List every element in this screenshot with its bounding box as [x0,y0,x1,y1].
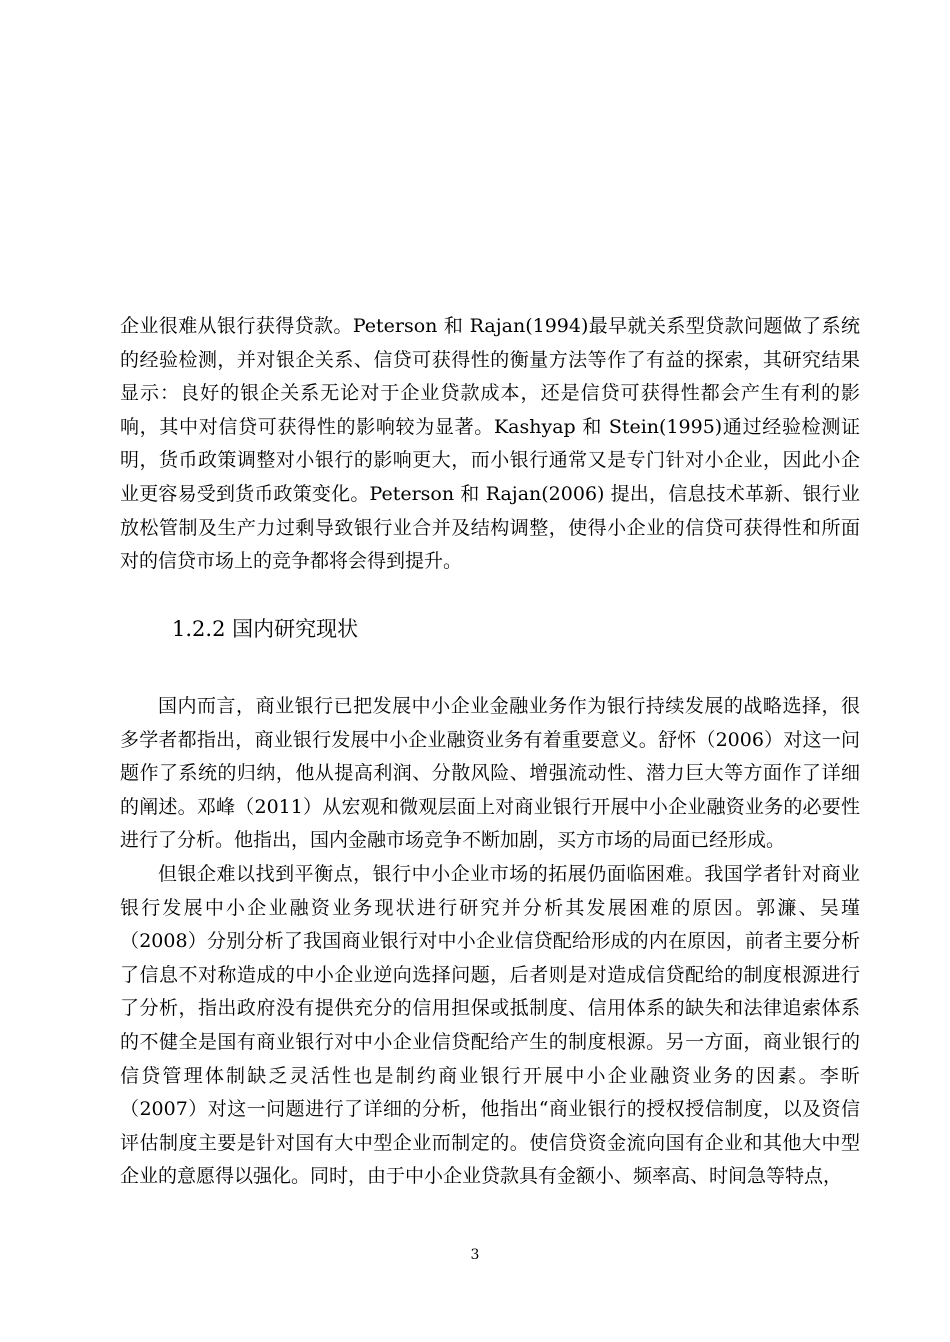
page-number: 3 [470,1247,480,1263]
body-paragraph: 国内而言，商业银行已把发展中小企业金融业务作为银行持续发展的战略选择，很多学者都指出，商业银行发展中小企业融资业务有着重要意义。舒怀（2006）对这一问题作了系统的归纳，他从提高利润、分散风险、增强流动性、潜力巨大等方面作了详细的阐述。邓峰（2011）从宏观和微观层面上对商业银行开展中小企业融资业务的必要性进行了分析。他指出，国内金融市场竞争不断加剧，买方市场的局面已经形成。 [120,695,860,852]
section-body [120,690,860,1194]
body-paragraph: 但银企难以找到平衡点，银行中小企业市场的拓展仍面临困难。我国学者针对商业银行发展中小企业融资业务现状进行研究并分析其发展困难的原因。郭濂、吴瑾（2008）分别分析了我国商业银行对中小企业信贷配给形成的内在原因，前者主要分析了信息不对称造成的中小企业逆向选择问题，后者则是对造成信贷配给的制度根源进行了分析，指出政府没有提供充分的信用担保或抵制度、信用体系的缺失和法律追索体系的不健全是国有商业银行对中小企业信贷配给产生的制度根源。另一方面，商业银行的信贷管理体制缺乏灵活性也是制约商业银行开展中小企业融资业务的因素。李昕（2007）对这一问题进行了详细的分析，他指出“商业银行的授权授信制度，以及资信评估制度主要是针对国有大中型企业而制定的。使信贷资金流向国有企业和其他大中型企业的意愿得以强化。同时，由于中小企业贷款具有金额小、频率高、时间急等特点， [120,862,860,1188]
section-heading: 1.2.2 国内研究现状 [172,617,359,641]
continued-paragraph: 企业很难从银行获得贷款。Peterson 和 Rajan(1994)最早就关系型贷款问题做了系统的经验检测，并对银企关系、信贷可获得性的衡量方法等作了有益的探索，其研究结果显示：良好的银企关系无论对于企业贷款成本，还是信贷可获得性都会产生有利的影响，其中对信贷可获得性的影响较为显著。Kashyap 和 Stein(1995)通过经验检测证明，货币政策调整对小银行的影响更大，而小银行通常又是专门针对小企业，因此小企业更容易受到货币政策变化。Peterson 和 Rajan(2006) 提出，信息技术革新、银行业放松管制及生产力过剩导致银行业合并及结构调整，使得小企业的信贷可获得性和所面对的信贷市场上的竞争都将会得到提升。 [120,315,860,573]
